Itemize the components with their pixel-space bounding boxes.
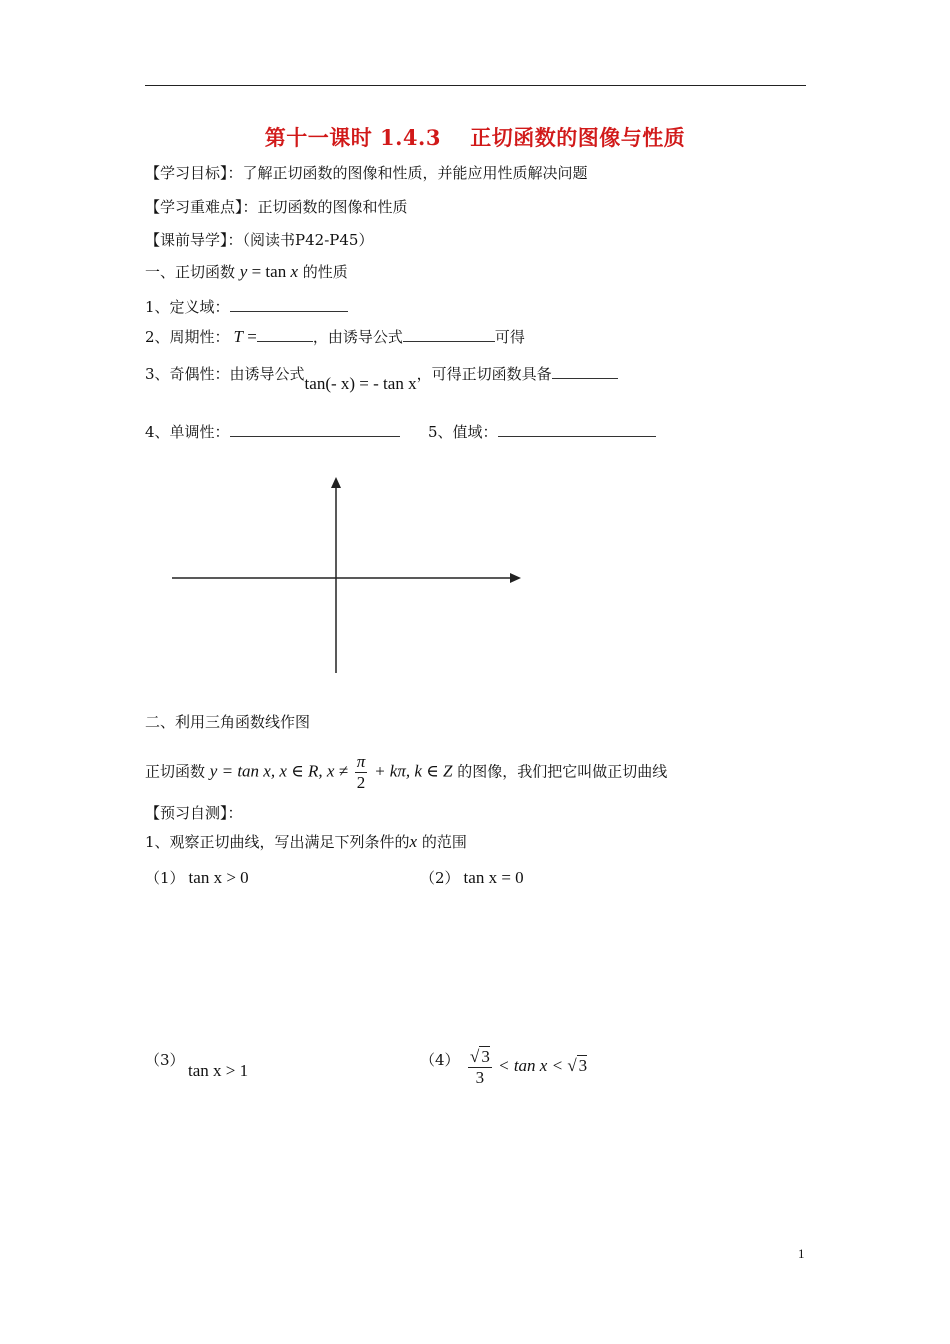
parity-text: ，可得正切函数具备 (416, 365, 552, 383)
range-blank[interactable] (498, 422, 656, 437)
part-four-middle: < tan x < (498, 1055, 564, 1075)
learning-objective (145, 163, 588, 183)
period-end: 可得 (494, 328, 525, 346)
sqrt3-over-3 (468, 1046, 492, 1088)
formula-y: y (239, 262, 248, 281)
part-two-label: （2） (420, 869, 460, 887)
parity-blank[interactable] (552, 364, 618, 379)
part-two (420, 868, 524, 888)
part-one-label: （1） (145, 869, 185, 887)
objective-text: 了解正切函数的图像和性质，并能应用性质解决问题 (242, 164, 588, 182)
item-domain (145, 297, 348, 317)
formula-x: x (290, 262, 298, 281)
range-label: 5、值域： (428, 423, 498, 441)
keypoints-label: 【学习重难点】： (145, 198, 258, 216)
item-parity (145, 364, 618, 393)
period-blank[interactable] (257, 327, 313, 342)
header-rule (145, 85, 806, 86)
pre-class-guide (145, 230, 373, 250)
tangent-curve-definition (145, 752, 667, 793)
keypoints-text: 正切函数的图像和性质 (257, 198, 408, 216)
pi-numerator: π (356, 752, 366, 771)
question-one-suffix: 的范围 (417, 833, 467, 851)
section-one-heading (145, 262, 348, 282)
pi-over-two (355, 752, 368, 793)
curve-prefix: 正切函数 (145, 762, 206, 781)
part-one-formula: tan x > 0 (188, 868, 249, 887)
part-three-label: （3） (145, 1051, 185, 1069)
parity-label: 3、奇偶性：由诱导公式 (145, 365, 305, 383)
curve-formula-b: + kπ, k ∈ Z (374, 761, 453, 781)
preview-label: 【课前导学】： (145, 231, 243, 249)
curve-suffix: 的图像，我们把它叫做正切曲线 (457, 762, 668, 781)
objective-label: 【学习目标】： (145, 164, 243, 182)
coordinate-axes (165, 470, 530, 680)
y-axis-arrow (331, 477, 341, 488)
part-one (145, 868, 249, 888)
fraction-denominator: 3 (475, 1068, 485, 1087)
curve-formula-a: y = tan x, x ∈ R, x ≠ (209, 761, 348, 781)
pi-denominator: 2 (356, 773, 366, 792)
right-radicand: 3 (578, 1055, 588, 1075)
formula-eq: = tan (247, 262, 291, 281)
monotonicity-blank[interactable] (230, 422, 400, 437)
induction-formula-blank[interactable] (403, 327, 495, 342)
question-one (145, 832, 467, 852)
section-one-suffix: 的性质 (298, 263, 348, 281)
preview-text: （阅读书P42-P45） (242, 231, 374, 249)
monotonicity-label: 4、单调性： (145, 423, 230, 441)
x-axis-arrow (510, 573, 521, 583)
part-four-label: （4） (420, 1051, 460, 1069)
numerator-radicand: 3 (481, 1047, 490, 1066)
page-title: 第十一课时 1.4.3 正切函数的图像与性质 (264, 125, 686, 150)
section-one-prefix: 一、正切函数 (145, 263, 236, 281)
item-monotonicity (145, 422, 400, 442)
part-three-formula: tan x > 1 (188, 1061, 249, 1080)
period-T: T (233, 327, 244, 346)
question-one-prefix: 1、观察正切曲线，写出满足下列条件的 (145, 833, 410, 851)
key-points (145, 197, 408, 217)
domain-blank[interactable] (230, 297, 348, 312)
self-test-label: 【预习自测】： (145, 804, 243, 822)
part-four-formula: $\frac{√ 3}{3}$ < tan x < √ 3 (470, 1047, 588, 1087)
period-eq: = (243, 327, 257, 346)
domain-label: 1、定义域： (145, 298, 230, 316)
section-two-heading: 二、利用三角函数线作图 (145, 713, 311, 731)
period-mid: ，由诱导公式 (312, 328, 403, 346)
page-number: 1 (798, 1246, 805, 1261)
part-two-formula: tan x = 0 (463, 868, 524, 887)
question-one-x: x (409, 832, 418, 851)
parity-formula: tan(- x) = - tan x (304, 374, 417, 393)
fraction-numerator: √ 3 (470, 1047, 490, 1066)
item-period (145, 327, 525, 347)
period-label: 2、周期性： (145, 328, 230, 346)
item-range (428, 422, 656, 442)
